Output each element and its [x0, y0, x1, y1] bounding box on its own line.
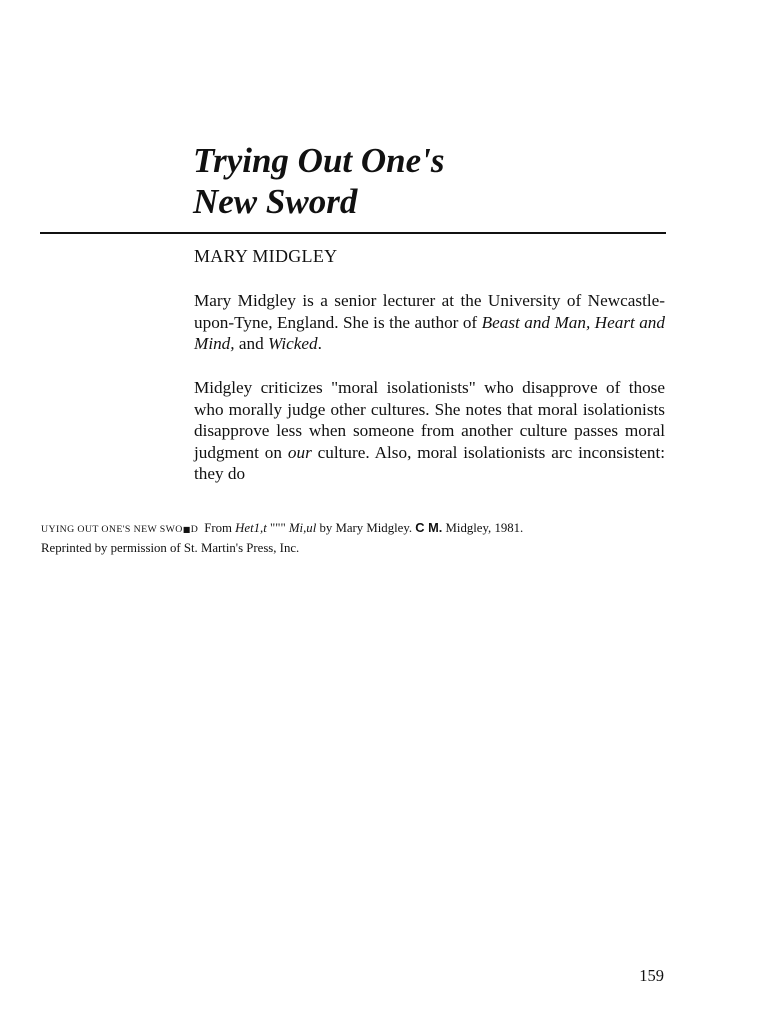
footnote-copyright-rest: Midgley, 1981.: [442, 521, 524, 535]
footnote-heading-end: D: [190, 524, 199, 535]
footnote-source-2: Mi,ul: [288, 521, 317, 535]
footnote-by: by Mary Midgley.: [316, 521, 416, 535]
summary-emphasis: our: [287, 442, 312, 462]
chapter-title-line-1: Trying Out One's: [193, 141, 445, 180]
summary-text-2: culture. Also, moral isolationists arc inconsistent: they do: [194, 442, 665, 483]
footnote-copyright-mark: C M.: [415, 520, 443, 535]
chapter-summary: [194, 377, 665, 485]
author-bio-text: Mary Midgley is a senior lecturer at the University of Newcastle-upon-Tyne, England. She is the author of: [194, 291, 665, 332]
footnote-quotes: """: [266, 521, 289, 535]
source-footnote: [41, 519, 671, 557]
author-name: MARY MIDGLEY: [194, 246, 338, 266]
author-bio: [194, 290, 665, 355]
page-number: 159: [639, 966, 664, 985]
bio-end: .: [317, 334, 322, 353]
footnote-source-1: Het1,t: [235, 521, 267, 535]
summary-text-1: Midgley criticizes "moral isolationists" who disapprove of those who morally judge other cultures. She notes that moral isolationists disapprove less when someone from another culture passes moral judgment on: [194, 378, 665, 462]
book-title-1: Beast and Man, Heart and Mind,: [194, 312, 665, 353]
chapter-title-line-2: New Sword: [193, 182, 358, 221]
book-title-2: Wicked: [268, 334, 318, 353]
bio-connector: and: [234, 334, 268, 353]
footnote-heading-box: ■: [182, 525, 191, 534]
footnote-from: From: [204, 521, 236, 535]
title-rule: [40, 232, 666, 234]
footnote-line-2: Reprinted by permission of St. Martin's Press, Inc.: [41, 541, 300, 555]
footnote-heading: [41, 524, 198, 535]
footnote-heading-start: UYING OUT ONE'S NEW SWO: [41, 524, 183, 535]
chapter-title: [193, 140, 673, 222]
